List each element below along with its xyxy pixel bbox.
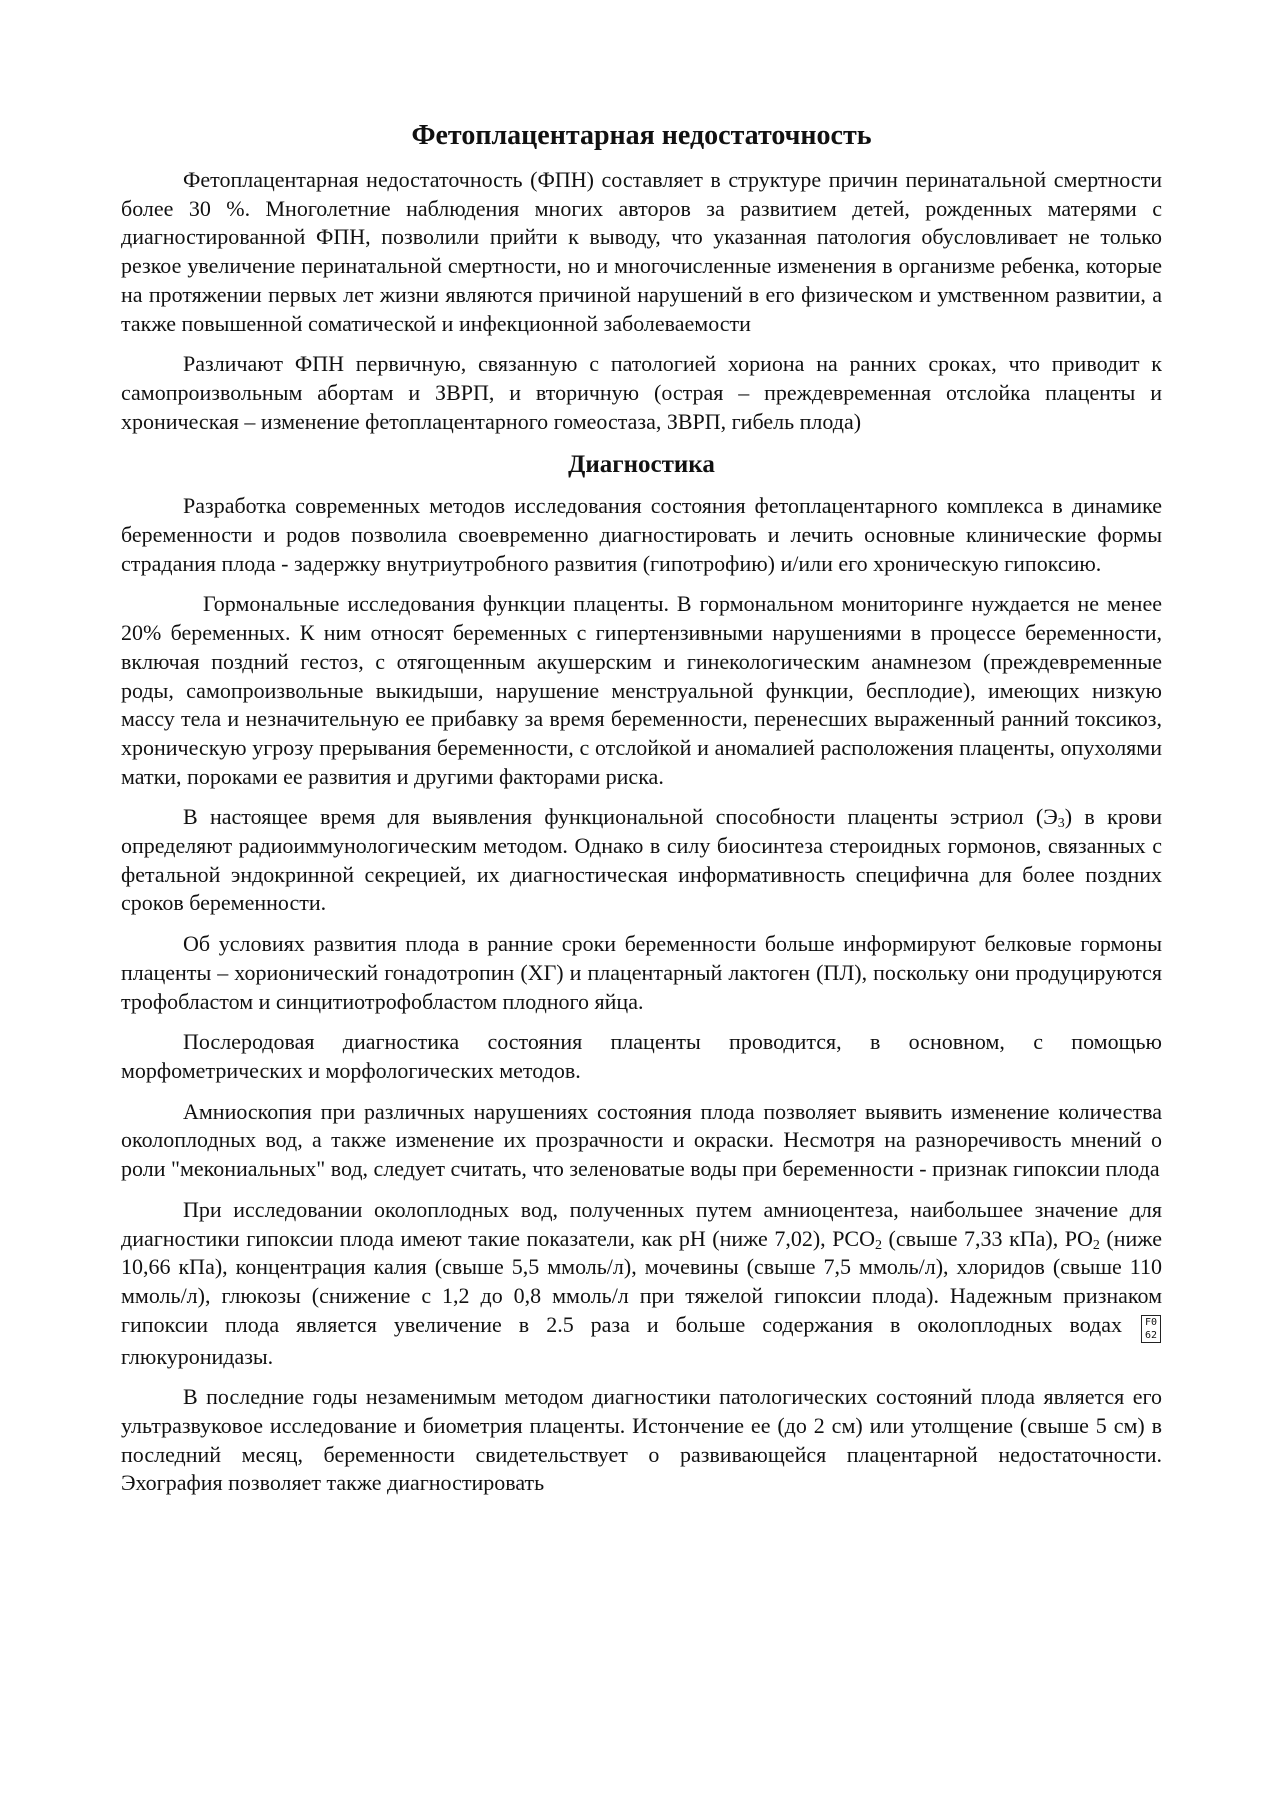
- intro-paragraph-1: Фетоплацентарная недостаточность (ФПН) составляет в структуре причин перинатальной смертности более 30 %. Многолетние наблюдения многих авторов за развитием детей, рожденных матерями с диагностированной ФПН, позволили прийти к выводу, что указанная патология обусловливает не только резкое увеличение перинатальной смертности, но и многочисленные изменения в организме ребенка, которые на протяжении первых лет жизни являются причиной нарушений в его физическом и умственном развитии, а также повышенной соматической и инфекционной заболеваемости: [121, 167, 1162, 336]
- p7-text-b: (свыше 7,33 кПа), PO: [882, 1225, 1093, 1251]
- diagnostics-paragraph-7: [121, 1196, 1162, 1372]
- diagnostics-paragraph-6: Амниоскопия при различных нарушениях состояния плода позволяет выявить изменение количества околоплодных вод, а также изменение их прозрачности и окраски. Несмотря на разноречивость мнений о роли "мекониальных" вод, следует считать, что зеленоватые воды при беременности - признак гипоксии плода: [121, 1098, 1162, 1182]
- p7-subscript-1: 2: [875, 1237, 882, 1253]
- diagnostics-paragraph-2: Гормональные исследования функции плаценты. В гормональном мониторинге нуждается не менее 20% беременных. К ним относят беременных с гипертензивными нарушениями в процессе беременности, включая поздний гестоз, с отягощенным акушерским и гинекологическим анамнезом (преждевременные роды, самопроизвольные выкидыши, нарушение менструальной функции, бесплодие), имеющих низкую массу тела и незначительную ее прибавку за время беременности, перенесших выраженный ранний токсикоз, хроническую угрозу прерывания беременности, с отслойкой и аномалией расположения плаценты, опухолями матки, пороками ее развития и другими факторами риска.: [121, 591, 1162, 789]
- p7-text-d: глюкуронидазы.: [121, 1343, 274, 1369]
- p7-text-a: При исследовании околоплодных вод, полученных путем амниоцентеза, наибольшее значение для диагностики гипоксии плода имеют такие показатели, как pH (ниже 7,02), PCO: [121, 1196, 1162, 1251]
- p7-text-c: (ниже 10,66 кПа), концентрация калия (свыше 5,5 ммоль/л), мочевины (свыше 7,5 ммоль/л), хлоридов (свыше 110 ммоль/л), глюкозы (снижение с 1,2 до 0,8 ммоль/л при тяжелой гипоксии плода). Надежным признаком гипоксии плода является увеличение в 2.5 раза и больше содержания в околоплодных водах: [121, 1225, 1162, 1337]
- p3-text-b: ) в крови определяют радиоиммунологическим методом. Однако в силу биосинтеза стероидных гормонов, связанных с фетальной эндокринной секрецией, их диагностическая информативность специфична для более поздних сроков беременности.: [121, 804, 1162, 916]
- p3-subscript: 3: [1057, 816, 1065, 832]
- glyph-code-top: F0: [1144, 1316, 1158, 1328]
- page-content: [121, 118, 1162, 1510]
- diagnostics-paragraph-1: Разработка современных методов исследования состояния фетоплацентарного комплекса в динамике беременности и родов позволила своевременно диагностировать и лечить основные клинические формы страдания плода - задержку внутриутробного развития (гипотрофию) и/или его хроническую гипоксию.: [121, 493, 1162, 576]
- diagnostics-paragraph-4: Об условиях развития плода в ранние сроки беременности больше информируют белковые гормоны плаценты – хорионический гонадотропин (ХГ) и плацентарный лактоген (ПЛ), поскольку они продуцируются трофобластом и синцитиотрофобластом плодного яйца.: [121, 931, 1162, 1014]
- glyph-code-bottom: 62: [1144, 1329, 1158, 1341]
- diagnostics-paragraph-5: Послеродовая диагностика состояния плаценты проводится, в основном, с помощью морфометрических и морфологических методов.: [121, 1029, 1162, 1083]
- p3-text-a: В настоящее время для выявления функциональной способности плаценты эстриол (Э: [183, 804, 1058, 830]
- section-heading-diagnostics: Диагностика: [568, 451, 715, 479]
- document-title: Фетоплацентарная недостаточность: [411, 120, 872, 151]
- diagnostics-paragraph-3: [121, 803, 1162, 918]
- missing-glyph-icon: [1141, 1315, 1161, 1343]
- diagnostics-paragraph-8: В последние годы незаменимым методом диагностики патологических состояний плода является его ультразвуковое исследование и биометрия плаценты. Истончение ее (до 2 см) или утолщение (свыше 5 см) в последний месяц, беременности свидетельствует о развивающейся плацентарной недостаточности. Эхография позволяет также диагностировать: [121, 1384, 1162, 1496]
- intro-paragraph-2: Различают ФПН первичную, связанную с патологией хориона на ранних сроках, что приводит к самопроизвольным абортам и ЗВРП, и вторичную (острая – преждевременная отслойка плаценты и хроническая – изменение фетоплацентарного гомеостаза, ЗВРП, гибель плода): [121, 351, 1162, 434]
- p7-subscript-2: 2: [1092, 1237, 1100, 1253]
